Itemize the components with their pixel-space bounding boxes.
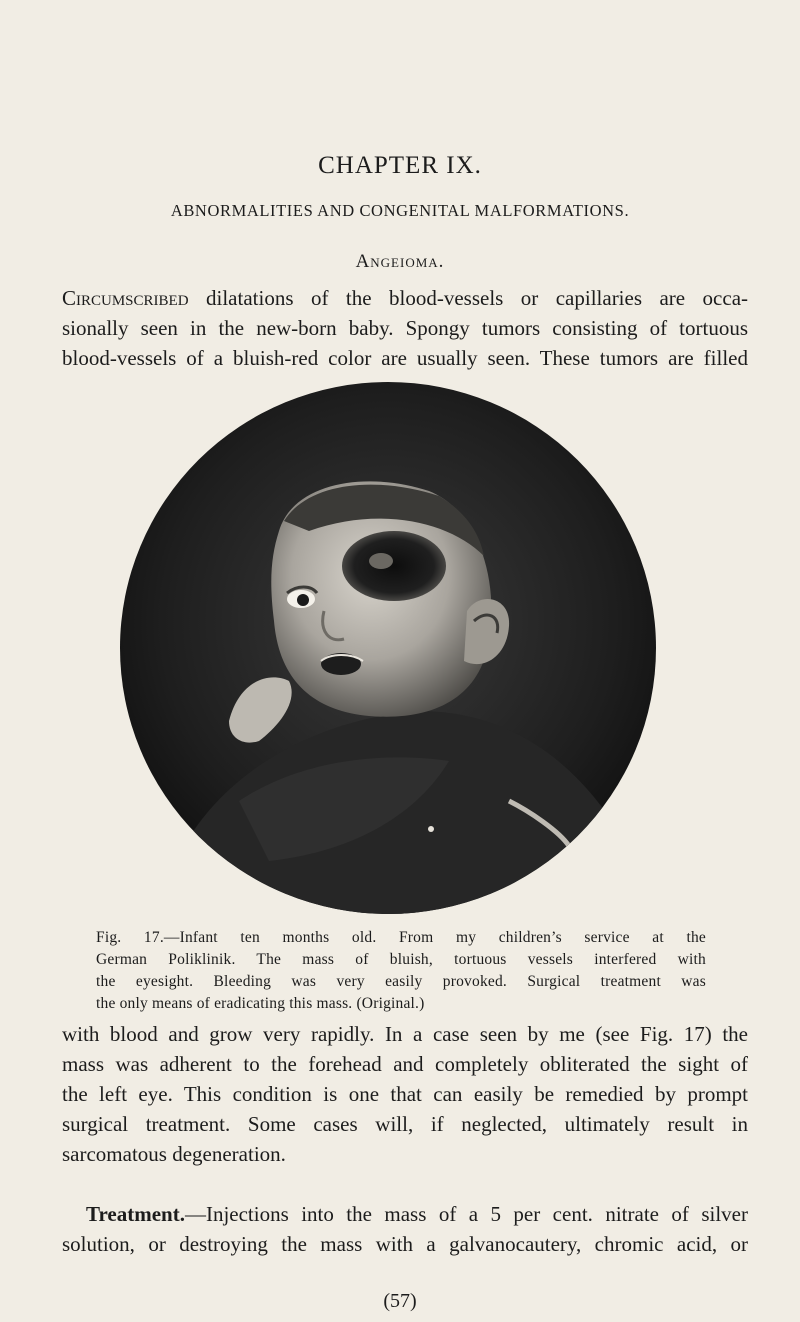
paragraph-line <box>62 1199 748 1229</box>
treatment-label: Treatment. <box>86 1202 185 1226</box>
subheading: Angeioma. <box>355 251 445 272</box>
line-text: dilatations of the blood-vessels or capillaries are occa- <box>206 286 749 310</box>
figure-caption <box>96 927 706 1015</box>
paragraph-treatment <box>62 1199 748 1259</box>
paragraph-case <box>62 1019 748 1169</box>
paragraph-line: solution, or destroying the mass with a galvanocautery, chromic acid, or <box>62 1232 748 1256</box>
figure-photograph <box>119 381 657 915</box>
lead-word: Circumscribed <box>62 286 189 310</box>
paragraph-intro <box>62 283 748 373</box>
paragraph-line: with blood and grow very rapidly. In a case seen by me (see Fig. 17) the <box>62 1022 748 1046</box>
section-title: ABNORMALITIES AND CONGENITAL MALFORMATIONS. <box>170 201 630 220</box>
paragraph-line: sionally seen in the new-born baby. Spongy tumors consisting of tortuous <box>62 316 748 340</box>
paragraph-line: sarcomatous degeneration. <box>62 1142 286 1166</box>
page-number: (57) <box>383 1290 417 1312</box>
paragraph-line: mass was adherent to the forehead and completely obliterated the sight of <box>62 1052 748 1076</box>
paragraph-line <box>62 283 748 313</box>
caption-line: Fig. 17.—Infant ten months old. From my children’s service at the <box>96 929 706 946</box>
caption-line: the eyesight. Bleeding was very easily provoked. Surgical treatment was <box>96 973 706 990</box>
paragraph-line: the left eye. This condition is one that can easily be remedied by prompt <box>62 1082 748 1106</box>
caption-line: the only means of eradicating this mass. (Original.) <box>96 995 425 1012</box>
line-text: —Injections into the mass of a 5 per cent. nitrate of silver <box>184 1202 748 1226</box>
paragraph-line: blood-vessels of a bluish-red color are usually seen. These tumors are filled <box>62 346 748 370</box>
paragraph-line: surgical treatment. Some cases will, if neglected, ultimately result in <box>62 1112 748 1136</box>
caption-line: German Poliklinik. The mass of bluish, tortuous vessels interfered with <box>96 951 706 968</box>
chapter-heading: CHAPTER IX. <box>318 152 482 179</box>
